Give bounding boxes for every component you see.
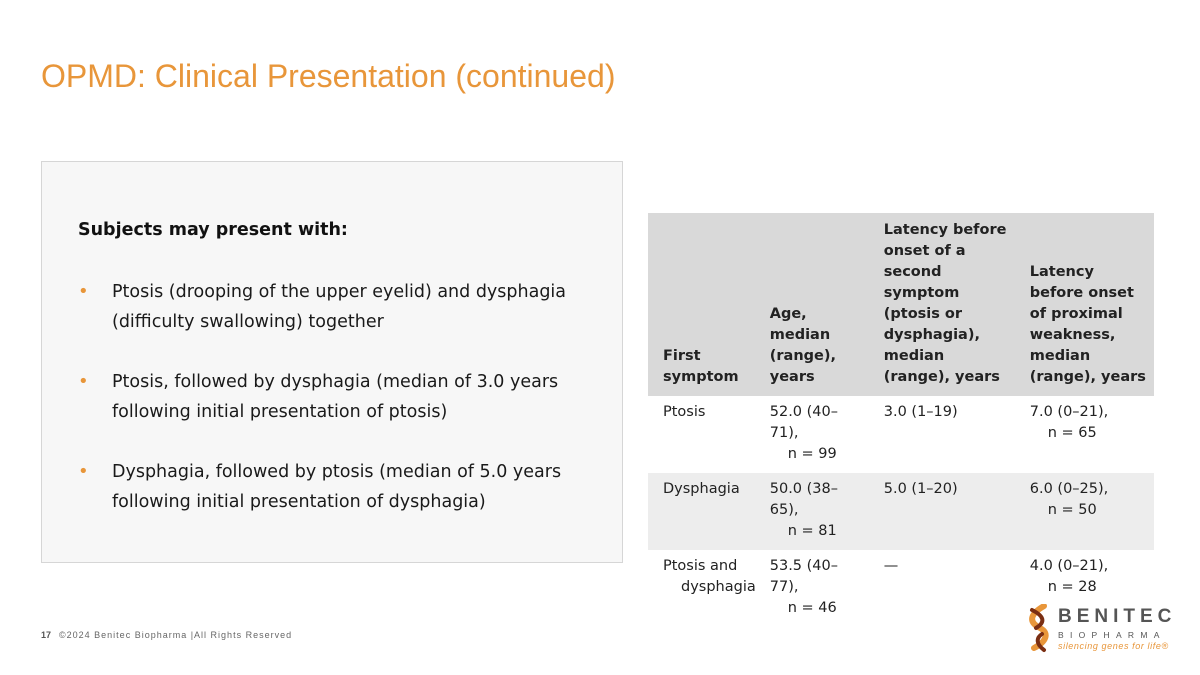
table-header-row	[648, 213, 1154, 396]
slide-footer	[41, 630, 292, 640]
cell-latency-proximal: 6.0 (0–25), n = 50	[1018, 473, 1154, 550]
bullet-icon: •	[78, 461, 89, 482]
cell-latency-proximal: 4.0 (0–21), n = 28	[1029, 558, 1109, 595]
bullet-text: Ptosis, followed by dysphagia (median of 3.0 years following initial presentation of ptosis)	[112, 372, 559, 422]
bullet-item	[78, 457, 598, 517]
cell-first-symptom: Ptosis	[663, 404, 706, 420]
header-latency-proximal: Latency before onset of proximal weakness, median (range), years	[1018, 213, 1154, 396]
cell-age: 53.5 (40–77), n = 46	[769, 558, 839, 616]
cell-latency-second: —	[883, 558, 899, 574]
bullet-list	[78, 277, 598, 547]
bullet-icon: •	[78, 371, 89, 392]
presentation-summary-box	[41, 161, 623, 563]
cell-latency-second: 3.0 (1–19)	[883, 404, 958, 420]
cell-first-symptom: Dysphagia	[648, 473, 762, 550]
logo-wordmark: BENITEC	[1058, 606, 1177, 627]
cell-age: 52.0 (40–71), n = 99	[769, 404, 839, 462]
bullet-text: Dysphagia, followed by ptosis (median of 5.0 years following initial presentation of dysphagia)	[112, 462, 562, 512]
cell-first-symptom: Ptosis and dysphagia	[663, 558, 756, 595]
header-first-symptom: First symptom	[648, 213, 762, 396]
logo-subtitle: BIOPHARMA	[1058, 630, 1166, 640]
symptom-table	[648, 213, 1154, 627]
header-age: Age, median (range), years	[762, 213, 872, 396]
cell-latency-proximal: 7.0 (0–21), n = 65	[1029, 404, 1109, 441]
bullet-text: Ptosis (drooping of the upper eyelid) and dysphagia (difficulty swallowing) together	[112, 282, 567, 332]
box-heading: Subjects may present with:	[78, 220, 348, 240]
benitec-logo	[1024, 604, 1177, 654]
table-row	[648, 473, 1154, 550]
header-latency-second: Latency before onset of a second symptom (ptosis or dysphagia), median (range), years	[872, 213, 1018, 396]
slide-title: OPMD: Clinical Presentation (continued)	[41, 58, 616, 94]
copyright-text: ©2024 Benitec Biopharma |All Rights Reserved	[59, 630, 293, 640]
logo-tagline: silencing genes for life®	[1058, 641, 1169, 651]
cell-age: 50.0 (38–65), n = 81	[762, 473, 872, 550]
bullet-item	[78, 367, 598, 427]
page-number: 17	[41, 630, 52, 640]
cell-latency-second: 5.0 (1–20)	[872, 473, 1018, 550]
helix-logo-icon	[1024, 604, 1054, 654]
table-row	[648, 396, 1154, 473]
bullet-item	[78, 277, 598, 337]
bullet-icon: •	[78, 281, 89, 302]
